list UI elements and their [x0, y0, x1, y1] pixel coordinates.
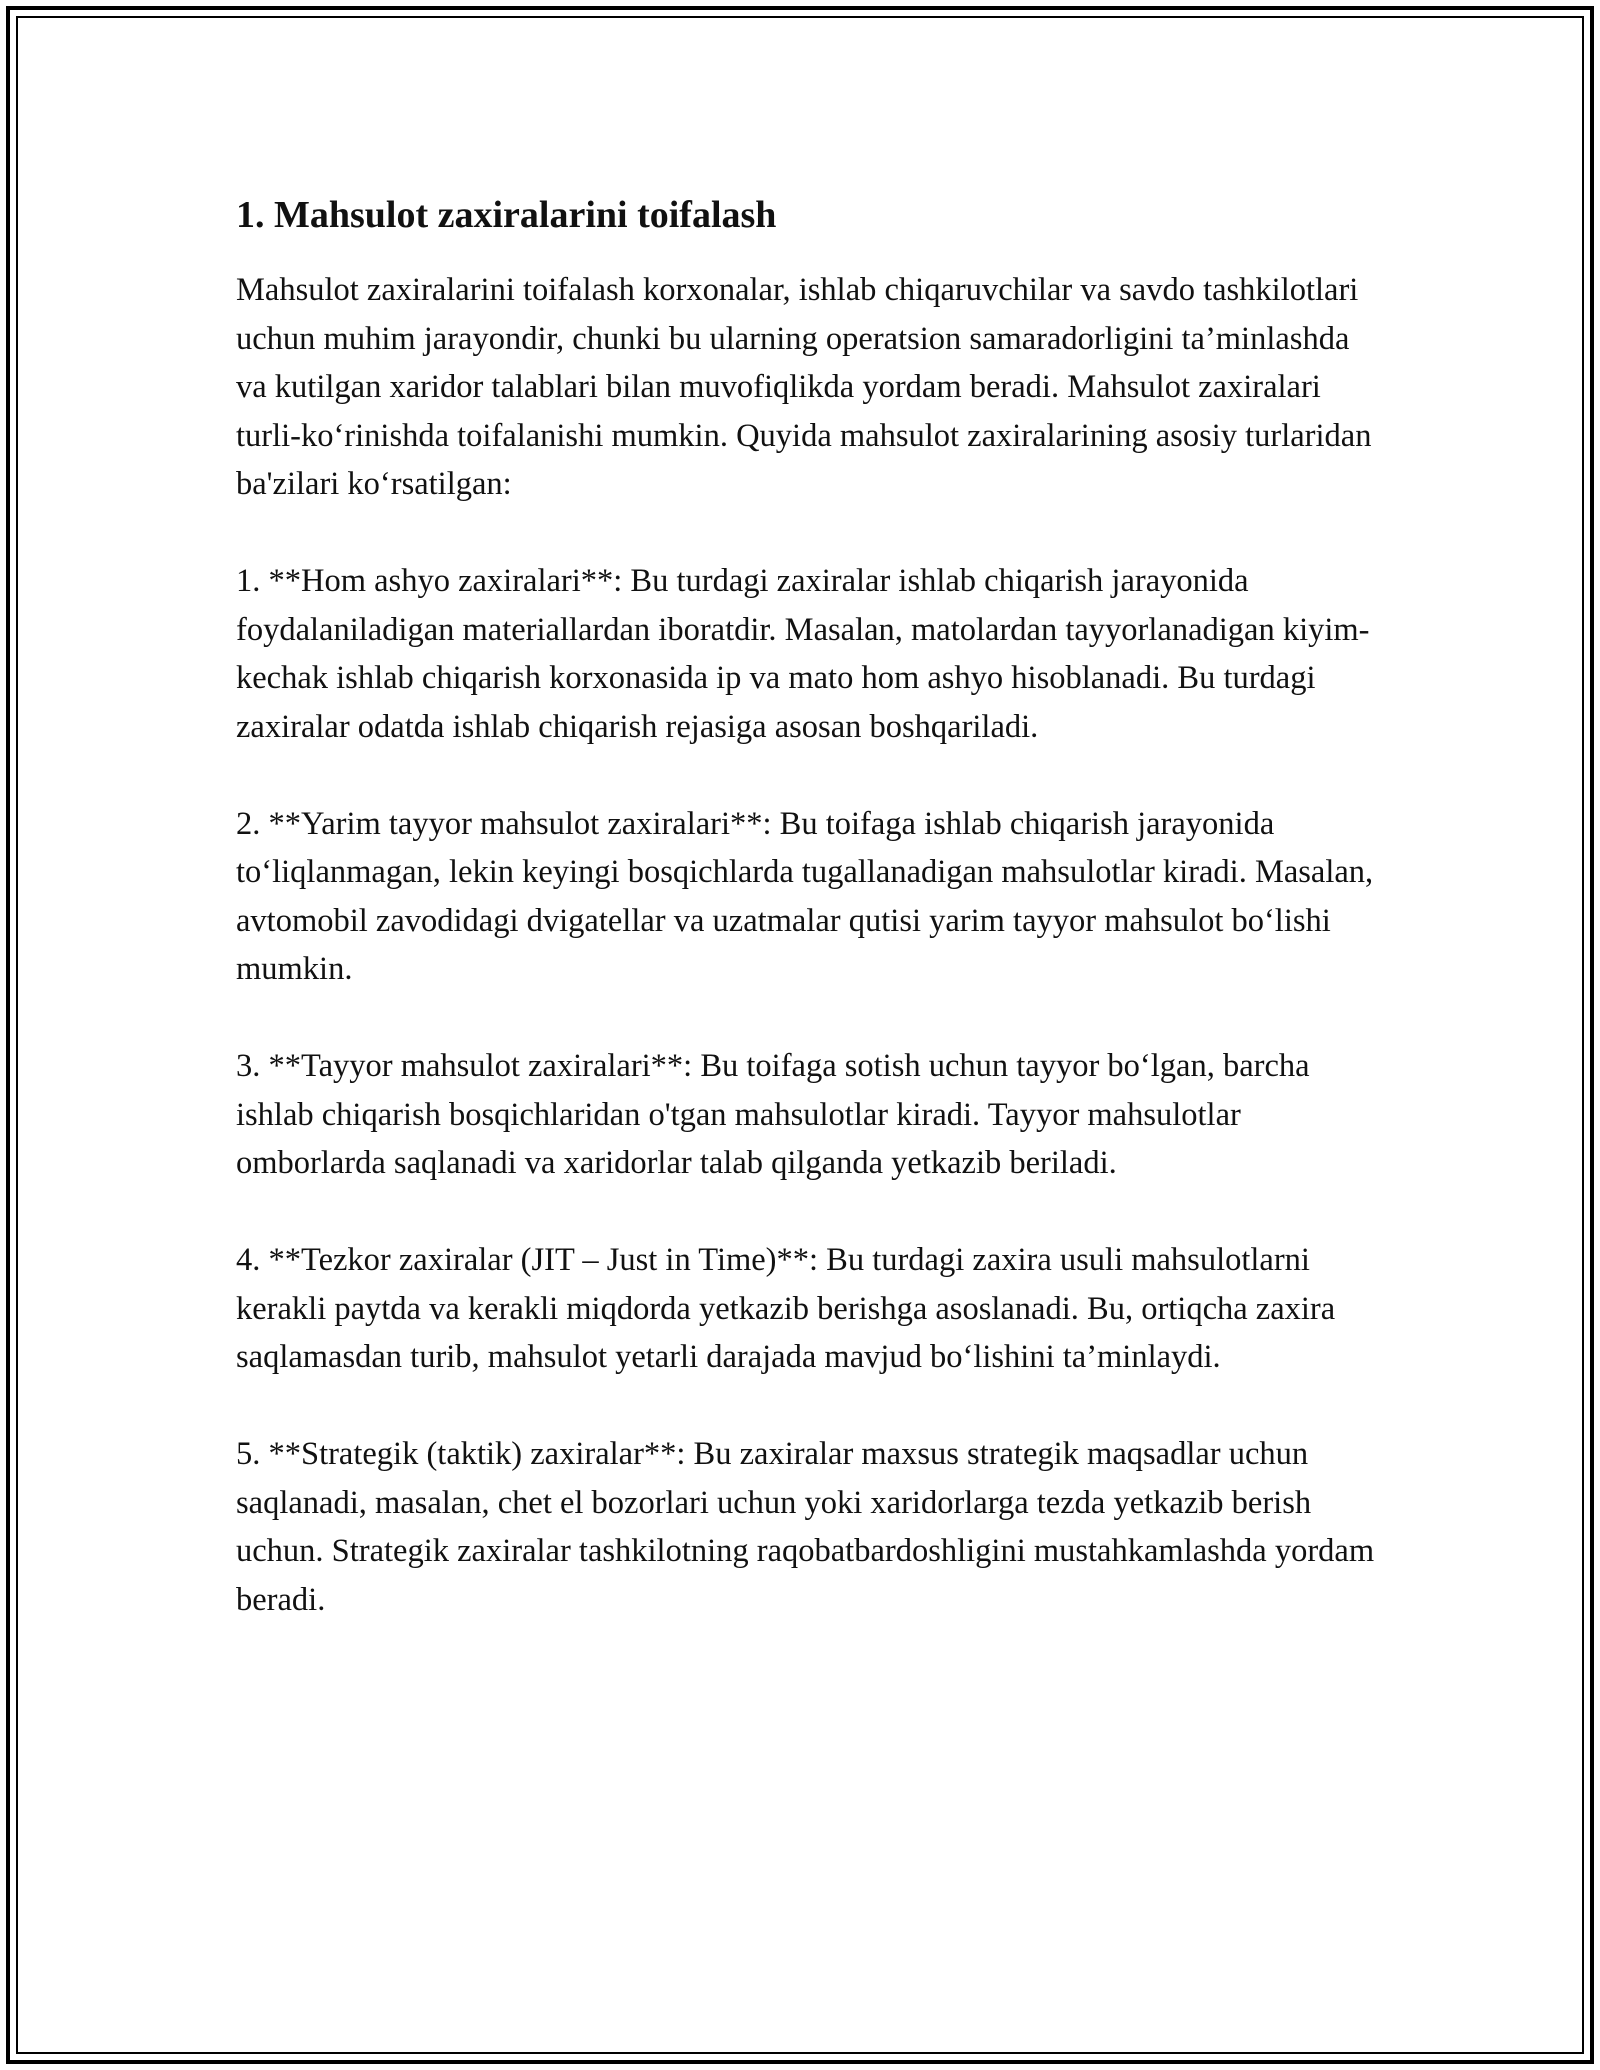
- list-item-raw-materials: 1. **Hom ashyo zaxiralari**: Bu turdagi zaxiralar ishlab chiqarish jarayonida foydalaniladigan materiallardan iboratdir. Masalan, matolardan tayyorlanadigan kiyim-kechak ishlab chiqarish korxonasida ip va mato hom ashyo hisoblanadi. Bu turdagi zaxiralar odatda ishlab chiqarish rejasiga asosan boshqariladi.: [236, 563, 1370, 745]
- paragraph-spacer: [236, 509, 1376, 558]
- document-heading: 1. Mahsulot zaxiralarini toifalash: [236, 194, 777, 236]
- intro-paragraph: Mahsulot zaxiralarini toifalash korxonalar, ishlab chiqaruvchilar va savdo tashkilotlari uchun muhim jarayondir, chunki bu ularning operatsion samaradorligini ta’minlashda va kutilgan xaridor talablari bilan muvofiqlikda yordam beradi. Mahsulot zaxiralari turli-ko‘rinishda toifalanishi mumkin. Quyida mahsulot zaxiralarining asosiy turlaridan ba'zilari ko‘rsatilgan:: [236, 272, 1372, 502]
- paragraph-spacer: [236, 751, 1376, 800]
- paragraph-spacer: [236, 1188, 1376, 1237]
- list-item-semi-finished: 2. **Yarim tayyor mahsulot zaxiralari**: Bu toifaga ishlab chiqarish jarayonida to‘liqlanmagan, lekin keyingi bosqichlarda tugallanadigan mahsulotlar kiradi. Masalan, avtomobil zavodidagi dvigatellar va uzatmalar qutisi yarim tayyor mahsulot bo‘lishi mumkin.: [236, 805, 1374, 987]
- paragraph-spacer: [236, 994, 1376, 1043]
- paragraph-spacer: [236, 1382, 1376, 1431]
- list-item-strategic: 5. **Strategik (taktik) zaxiralar**: Bu zaxiralar maxsus strategik maqsadlar uchun saqlanadi, masalan, chet el bozorlari uchun yoki xaridorlarga tezda yetkazib berish uchun. Strategik zaxiralar tashkilotning raqobatbardoshligini mustahkamlashda yordam beradi.: [236, 1436, 1375, 1618]
- list-item-finished-goods: 3. **Tayyor mahsulot zaxiralari**: Bu toifaga sotish uchun tayyor bo‘lgan, barcha ishlab chiqarish bosqichlaridan o'tgan mahsulotlar kiradi. Tayyor mahsulotlar omborlarda saqlanadi va xaridorlar talab qilganda yetkazib beriladi.: [236, 1048, 1310, 1181]
- document-body: [236, 186, 1376, 1624]
- list-item-jit: 4. **Tezkor zaxiralar (JIT – Just in Time)**: Bu turdagi zaxira usuli mahsulotlarni kerakli paytda va kerakli miqdorda yetkazib berishga asoslanadi. Bu, ortiqcha zaxira saqlamasdan turib, mahsulot yetarli darajada mavjud bo‘lishini ta’minlaydi.: [236, 1242, 1336, 1375]
